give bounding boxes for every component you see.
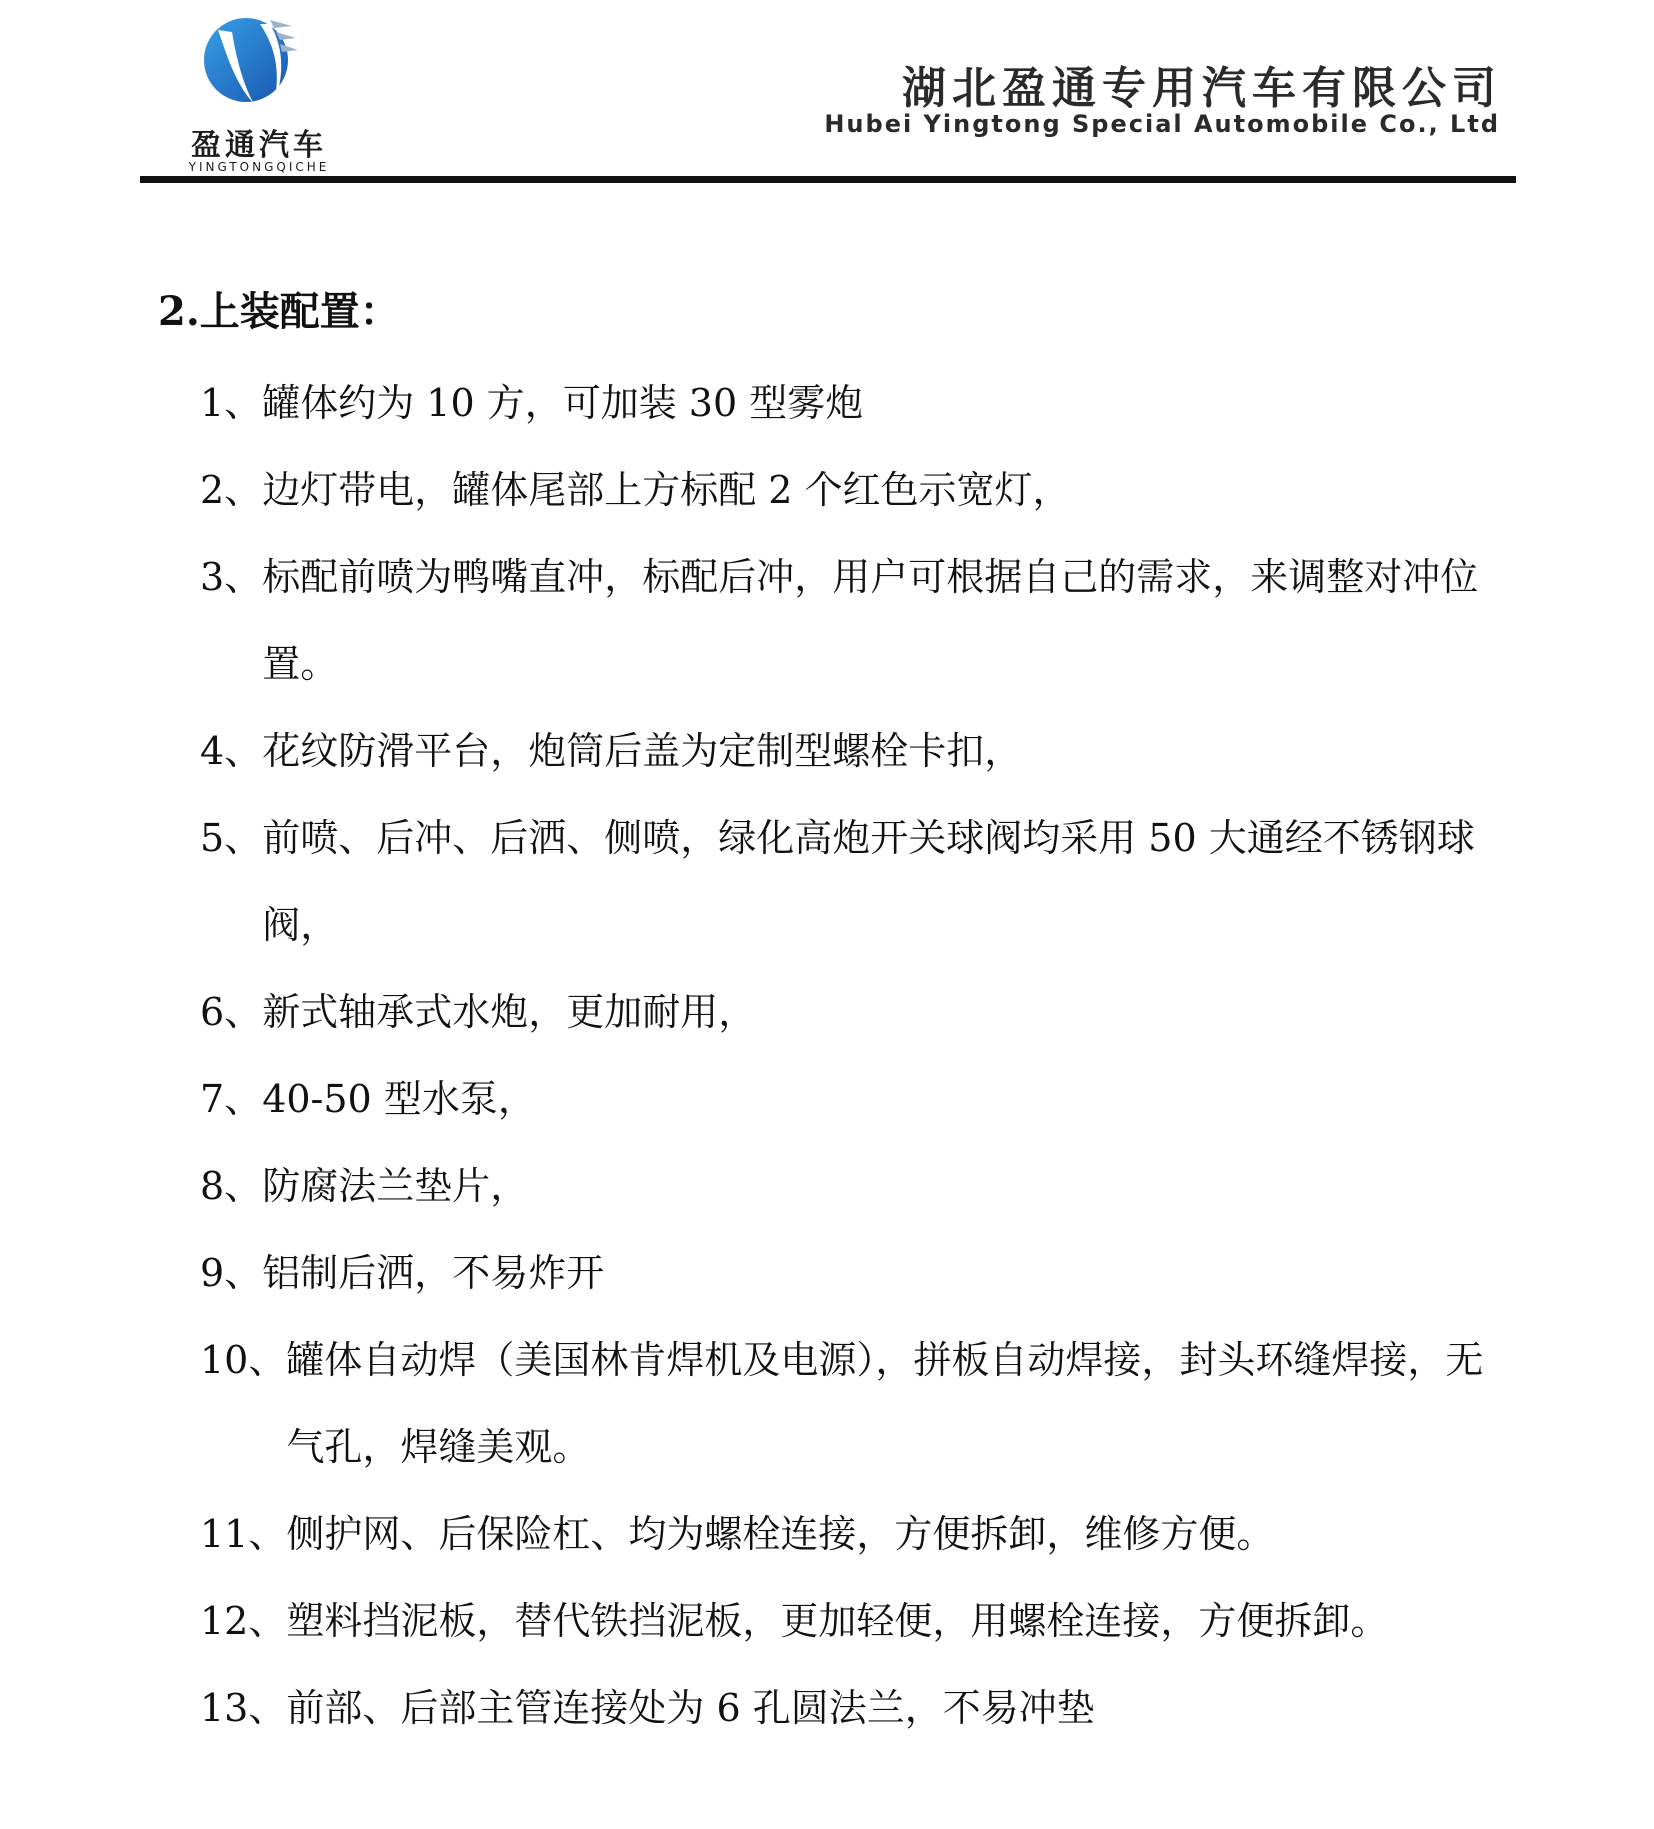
yingtong-logo-icon xyxy=(196,12,306,117)
header-divider xyxy=(140,176,1516,183)
item-text: 花纹防滑平台，炮筒后盖为定制型螺栓卡扣， xyxy=(262,729,1023,773)
item-text: 塑料挡泥板，替代铁挡泥板，更加轻便，用螺栓连接，方便拆卸。 xyxy=(286,1599,1389,1643)
item-number: 5、 xyxy=(200,816,263,860)
list-item xyxy=(200,969,1510,1056)
list-item xyxy=(200,708,1510,795)
list-item xyxy=(200,1665,1510,1752)
item-number: 10、 xyxy=(200,1338,287,1382)
logo-cn-text: 盈通汽车 xyxy=(191,128,327,163)
item-text: 前喷、后冲、后洒、侧喷，绿化高炮开关球阀均采用 50 大通经不锈钢球阀， xyxy=(262,816,1475,947)
config-list xyxy=(200,360,1510,1752)
company-name-en: Hubei Yingtong Special Automobile Co., Ltd xyxy=(824,110,1500,138)
item-number: 1、 xyxy=(200,381,263,425)
item-number: 6、 xyxy=(200,990,263,1034)
company-logo xyxy=(160,12,350,172)
item-text: 侧护网、后保险杠、均为螺栓连接，方便拆卸，维修方便。 xyxy=(286,1512,1275,1556)
list-item xyxy=(200,795,1510,969)
list-item xyxy=(200,1056,1510,1143)
company-name-cn: 湖北盈通专用汽车有限公司 xyxy=(902,63,1502,114)
page-header xyxy=(0,0,1654,190)
item-text: 前部、后部主管连接处为 6 孔圆法兰，不易冲垫 xyxy=(286,1686,1095,1730)
item-text: 新式轴承式水炮，更加耐用， xyxy=(262,990,757,1034)
item-number: 13、 xyxy=(200,1686,287,1730)
item-text: 罐体自动焊（美国林肯焊机及电源），拼板自动焊接，封头环缝焊接，无气孔，焊缝美观。 xyxy=(286,1338,1484,1469)
list-item xyxy=(200,1230,1510,1317)
section-title: 2.上装配置： xyxy=(158,288,400,335)
item-number: 11、 xyxy=(200,1512,287,1556)
list-item xyxy=(200,360,1510,447)
item-number: 7、 xyxy=(200,1077,263,1121)
list-item xyxy=(200,1578,1510,1665)
list-item xyxy=(200,1143,1510,1230)
item-number: 2、 xyxy=(200,468,263,512)
item-text: 防腐法兰垫片， xyxy=(262,1164,529,1208)
item-text: 罐体约为 10 方，可加装 30 型雾炮 xyxy=(262,381,864,425)
list-item xyxy=(200,1491,1510,1578)
item-text: 标配前喷为鸭嘴直冲，标配后冲，用户可根据自己的需求，来调整对冲位置。 xyxy=(262,555,1479,686)
list-item xyxy=(200,534,1510,708)
item-number: 8、 xyxy=(200,1164,263,1208)
item-number: 4、 xyxy=(200,729,263,773)
item-number: 3、 xyxy=(200,555,263,599)
item-text: 40-50 型水泵， xyxy=(262,1077,536,1121)
item-text: 铝制后洒，不易炸开 xyxy=(262,1251,605,1295)
item-text: 边灯带电，罐体尾部上方标配 2 个红色示宽灯， xyxy=(262,468,1071,512)
logo-en-text: YINGTONGQICHE xyxy=(188,160,330,174)
item-number: 12、 xyxy=(200,1599,287,1643)
list-item xyxy=(200,447,1510,534)
item-number: 9、 xyxy=(200,1251,263,1295)
list-item xyxy=(200,1317,1510,1491)
